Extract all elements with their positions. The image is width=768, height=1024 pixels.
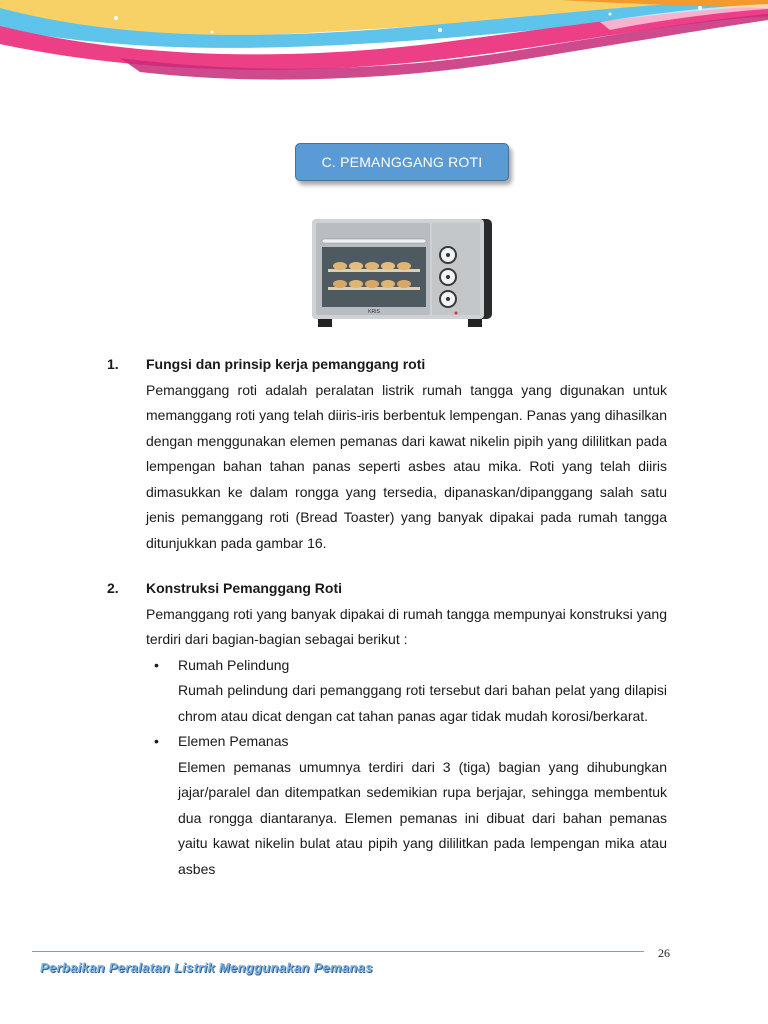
- oven-brand-label: KRIS: [368, 309, 380, 315]
- item-heading: Konstruksi Pemanggang Roti: [146, 580, 343, 596]
- toaster-oven-image: [308, 215, 498, 335]
- page-number: 26: [658, 946, 670, 960]
- decorative-banner: [0, 0, 768, 90]
- item-number: 1.: [107, 356, 119, 372]
- item-paragraph: Pemanggang roti adalah peralatan listrik rumah tangga yang digunakan untuk memanggang roti yang telah diiris-iris berbentuk lempengan. Panas yang dihasilkan dengan menggunakan elemen pemanas dari kawat nikelin pipih yang dililitkan pada lempengan bahan tahan panas seperti asbes atau mika. Roti yang telah diiris dimasukkan ke dalam rongga yang tersedia, dipanaskan/dipanggang salah satu jenis pemanggang roti (Bread Toaster) yang banyak dipakai pada rumah tangga ditunjukkan pada gambar 16.: [146, 381, 667, 551]
- list-item: [107, 576, 667, 882]
- bullet-title: Rumah Pelindung: [178, 656, 290, 673]
- bullet-symbol: •: [154, 656, 159, 673]
- bullet-item: [146, 653, 667, 730]
- bullet-item: [146, 729, 667, 882]
- footer-title: Perbaikan Peralatan Listrik Menggunakan Pemanas: [40, 960, 373, 975]
- bullet-title: Elemen Pemanas: [178, 733, 289, 749]
- content-body: [107, 352, 667, 882]
- item-paragraph: Pemanggang roti yang banyak dipakai di rumah tangga mempunyai konstruksi yang terdiri dari bagian-bagian sebagai berikut :: [146, 605, 667, 647]
- item-heading: Fungsi dan prinsip kerja pemanggang roti: [146, 356, 426, 372]
- list-item: [107, 352, 667, 556]
- footer-divider: [32, 951, 644, 952]
- item-number: 2.: [107, 580, 119, 596]
- bullet-text: Rumah pelindung dari pemanggang roti tersebut dari bahan pelat yang dilapisi chrom atau dicat dengan cat tahan panas agar tidak mudah korosi/berkarat.: [178, 682, 667, 724]
- section-heading: C. PEMANGGANG ROTI: [295, 143, 509, 181]
- bullet-text: Elemen pemanas umumnya terdiri dari 3 (tiga) bagian yang dihubungkan jajar/paralel dan ditempatkan sedemikian rupa berjajar, sehingga membentuk dua rongga diantaranya. Elemen pemanas ini dibuat dari bahan pemanas yaitu kawat nikelin bulat atau pipih yang dililitkan pada lempengan mika atau asbes: [178, 758, 667, 877]
- bullet-symbol: •: [154, 733, 159, 749]
